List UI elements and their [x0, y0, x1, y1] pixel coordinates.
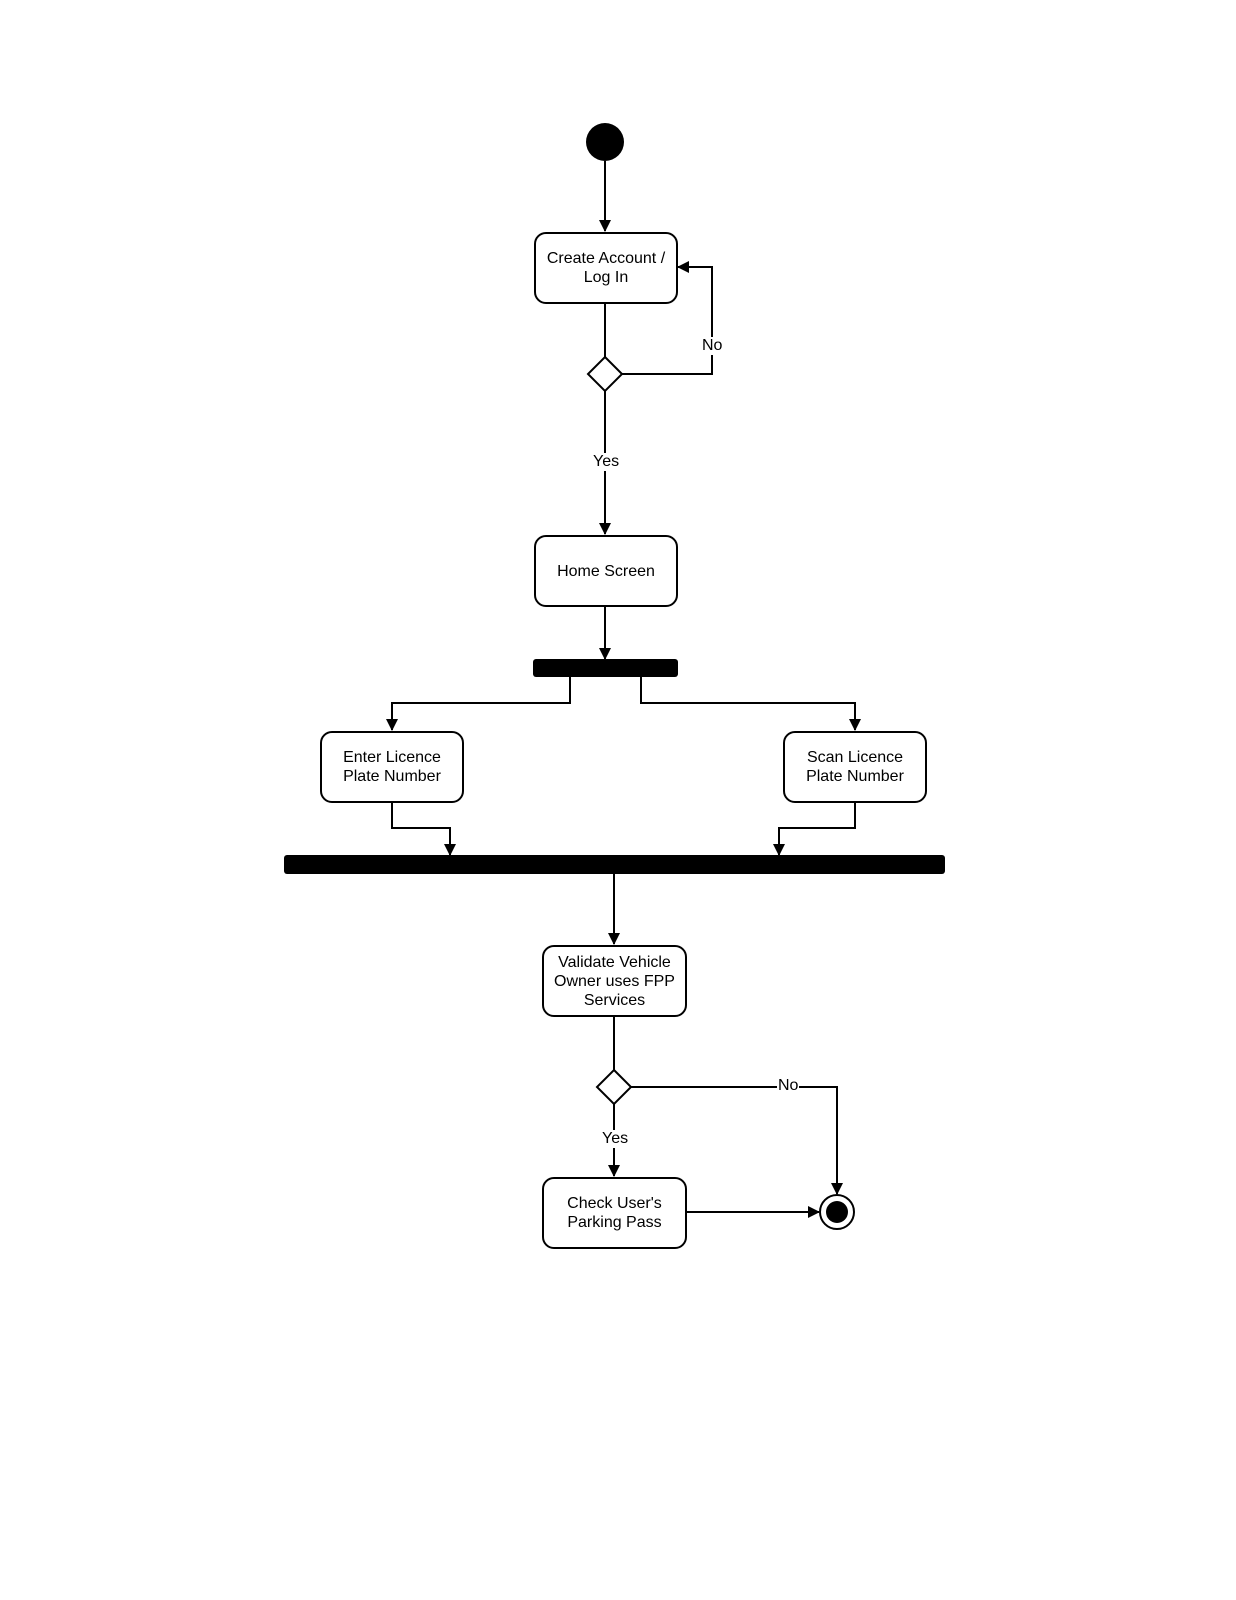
login-decision-node — [588, 357, 622, 391]
login-yes-label: Yes — [593, 453, 620, 470]
scan-plate-node: Scan Licence Plate Number — [783, 731, 927, 803]
validate-decision-node — [597, 1070, 631, 1104]
final-node-dot — [826, 1201, 848, 1223]
fork-bar — [533, 659, 678, 677]
validate-no-label: No — [778, 1077, 799, 1094]
login-no-label: No — [702, 337, 723, 354]
initial-node — [586, 123, 624, 161]
edge-enter-plate-to-join — [392, 802, 450, 855]
edge-fork-to-scan-plate — [641, 677, 855, 730]
edge-scan-plate-to-join — [779, 802, 855, 855]
enter-plate-node: Enter Licence Plate Number — [320, 731, 464, 803]
validate-yes-label: Yes — [602, 1130, 629, 1147]
check-pass-node: Check User's Parking Pass — [542, 1177, 687, 1249]
create-account-node: Create Account / Log In — [534, 232, 678, 304]
edge-fork-to-enter-plate — [392, 677, 570, 730]
join-bar — [284, 855, 945, 874]
home-screen-node: Home Screen — [534, 535, 678, 607]
validate-owner-node: Validate Vehicle Owner uses FPP Services — [542, 945, 687, 1017]
